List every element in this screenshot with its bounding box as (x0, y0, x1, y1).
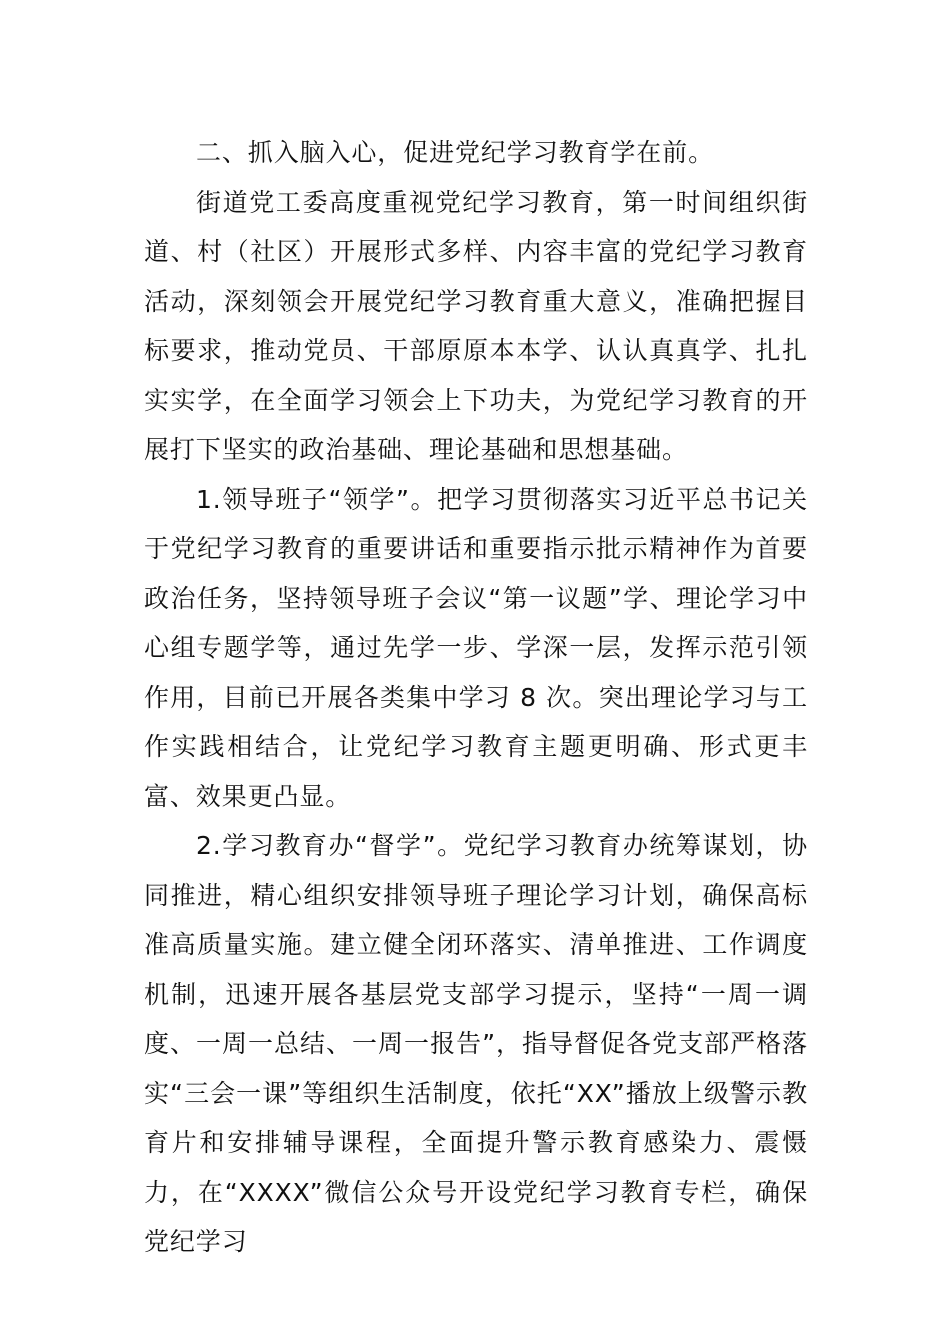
paragraph-item-2: 2.学习教育办“督学”。党纪学习教育办统筹谋划，协同推进，精心组织安排领导班子理论学习计划，确保高标准高质量实施。建立健全闭环落实、清单推进、工作调度机制，迅速开展各基层党支部学习提示，坚持“一周一调度、一周一总结、一周一报告”，指导督促各党支部严格落实“三会一课”等组织生活制度，依托“XX”播放上级警示教育片和安排辅导课程，全面提升警示教育感染力、震慑力，在“XXXX”微信公众号开设党纪学习教育专栏，确保党纪学习 (144, 831, 808, 1256)
section-heading: 二、抓入脑入心，促进党纪学习教育学在前。 (196, 138, 715, 167)
paragraph-intro: 街道党工委高度重视党纪学习教育，第一时间组织街道、村（社区）开展形式多样、内容丰富的党纪学习教育活动，深刻领会开展党纪学习教育重大意义，准确把握目标要求，推动党员、干部原原本本学、认认真真学、扎扎实实学，在全面学习领会上下功夫，为党纪学习教育的开展打下坚实的政治基础、理论基础和思想基础。 (144, 187, 808, 464)
paragraph-item-1: 1.领导班子“领学”。把学习贯彻落实习近平总书记关于党纪学习教育的重要讲话和重要指示批示精神作为首要政治任务，坚持领导班子会议“第一议题”学、理论学习中心组专题学等，通过先学一步、学深一层，发挥示范引领作用，目前已开展各类集中学习 8 次。突出理论学习与工作实践相结合，让党纪学习教育主题更明确、形式更丰富、效果更凸显。 (144, 484, 808, 811)
document-body (144, 128, 808, 1267)
